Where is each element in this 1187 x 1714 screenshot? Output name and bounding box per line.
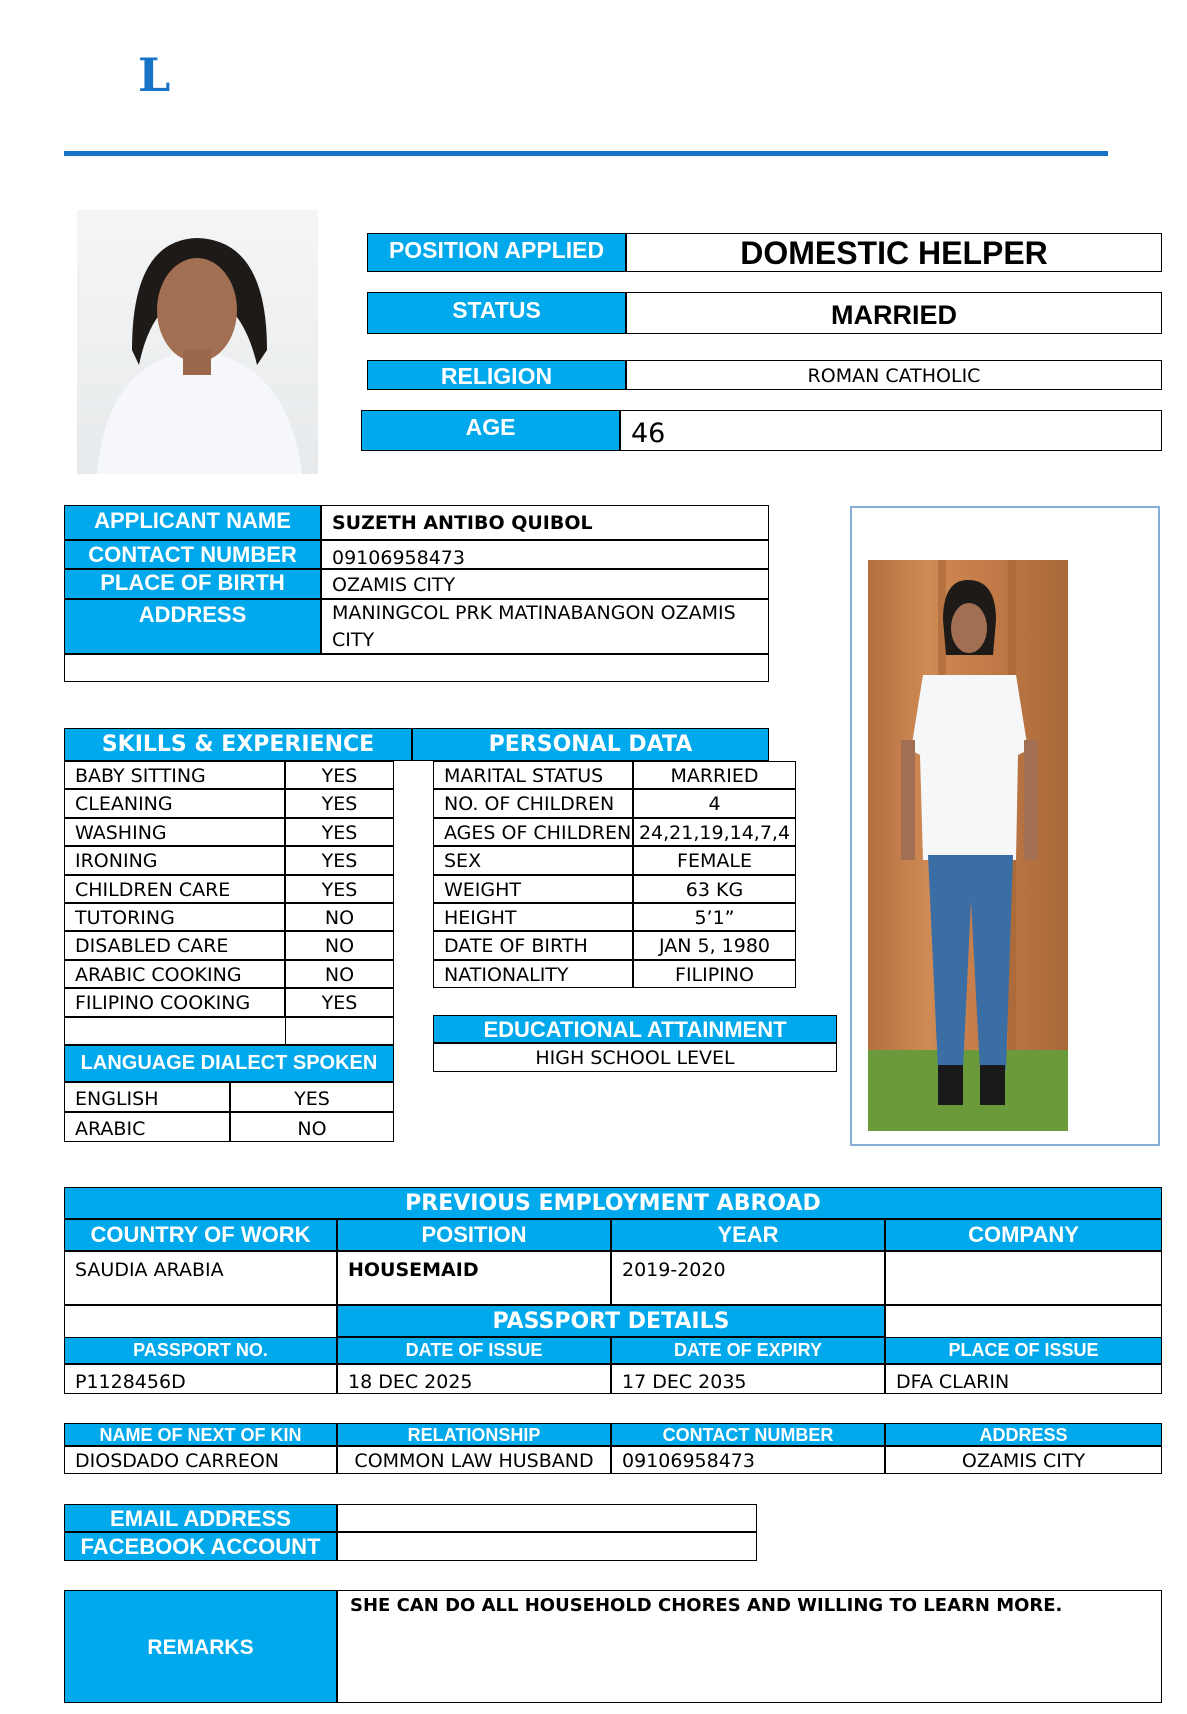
employment-col-header: COMPANY (885, 1219, 1162, 1251)
passport-blank-left (64, 1305, 337, 1337)
employment-cell: HOUSEMAID (337, 1251, 611, 1305)
skill-value: YES (285, 846, 394, 874)
kin-cell: COMMON LAW HUSBAND (337, 1446, 611, 1474)
applicant-full-body-photo (850, 506, 1160, 1146)
skill-value: NO (285, 960, 394, 988)
applicant-headshot (77, 210, 318, 474)
religion-label: RELIGION (367, 360, 626, 390)
skill-value: NO (285, 903, 394, 931)
skill-value: NO (285, 931, 394, 959)
personal-label: AGES OF CHILDREN (433, 818, 633, 846)
passport-cell: 18 DEC 2025 (337, 1364, 611, 1394)
kin-cell: 09106958473 (611, 1446, 885, 1474)
passport-header: PASSPORT DETAILS (337, 1305, 885, 1337)
place-of-birth-label: PLACE OF BIRTH (64, 569, 321, 599)
skill-name: ARABIC COOKING (64, 960, 285, 988)
header-rule (64, 151, 1108, 156)
skill-value: YES (285, 988, 394, 1016)
employment-cell: SAUDIA ARABIA (64, 1251, 337, 1305)
skill-name: BABY SITTING (64, 761, 285, 789)
address-label: ADDRESS (64, 599, 321, 654)
personal-label: DATE OF BIRTH (433, 931, 633, 959)
applicant-blank-row (64, 654, 769, 682)
personal-value: JAN 5, 1980 (633, 931, 796, 959)
remarks-label: REMARKS (64, 1590, 337, 1703)
skill-name: FILIPINO COOKING (64, 988, 285, 1016)
personal-value: 63 KG (633, 875, 796, 903)
status-label: STATUS (367, 292, 626, 334)
passport-col-header: PLACE OF ISSUE (885, 1337, 1162, 1364)
personal-value: 5’1” (633, 903, 796, 931)
personal-value: 24,21,19,14,7,4 (633, 818, 796, 846)
facebook-label: FACEBOOK ACCOUNT (64, 1532, 337, 1561)
contact-number-value: 09106958473 (321, 540, 769, 569)
skills-blank-cell (285, 1017, 394, 1045)
passport-cell: P1128456D (64, 1364, 337, 1394)
personal-label: HEIGHT (433, 903, 633, 931)
personal-label: MARITAL STATUS (433, 761, 633, 789)
skill-name: IRONING (64, 846, 285, 874)
age-value: 46 (620, 410, 1162, 451)
address-value (321, 599, 769, 654)
place-of-birth-value: OZAMIS CITY (321, 569, 769, 599)
passport-cell: 17 DEC 2035 (611, 1364, 885, 1394)
employment-col-header: YEAR (611, 1219, 885, 1251)
employment-col-header: COUNTRY OF WORK (64, 1219, 337, 1251)
language-value: NO (230, 1112, 394, 1142)
company-logo: L (138, 48, 171, 102)
skill-name: CLEANING (64, 789, 285, 817)
employment-col-header: POSITION (337, 1219, 611, 1251)
skill-name: CHILDREN CARE (64, 875, 285, 903)
age-label: AGE (361, 410, 620, 451)
email-label: EMAIL ADDRESS (64, 1504, 337, 1532)
kin-cell: OZAMIS CITY (885, 1446, 1162, 1474)
status-value: MARRIED (626, 292, 1162, 334)
kin-col-header: NAME OF NEXT OF KIN (64, 1423, 337, 1446)
language-value: YES (230, 1082, 394, 1112)
passport-col-header: DATE OF EXPIRY (611, 1337, 885, 1364)
employment-cell: 2019-2020 (611, 1251, 885, 1305)
personal-label: WEIGHT (433, 875, 633, 903)
remarks-value: SHE CAN DO ALL HOUSEHOLD CHORES AND WILLING TO LEARN MORE. (337, 1590, 1162, 1703)
personal-value: FILIPINO (633, 960, 796, 988)
kin-col-header: RELATIONSHIP (337, 1423, 611, 1446)
address-line-2: CITY (332, 629, 375, 651)
skill-value: YES (285, 875, 394, 903)
email-value (337, 1504, 757, 1532)
language-name: ARABIC (64, 1112, 230, 1142)
kin-cell: DIOSDADO CARREON (64, 1446, 337, 1474)
skill-value: YES (285, 818, 394, 846)
passport-col-header: DATE OF ISSUE (337, 1337, 611, 1364)
kin-col-header: CONTACT NUMBER (611, 1423, 885, 1446)
personal-label: NATIONALITY (433, 960, 633, 988)
personal-value: MARRIED (633, 761, 796, 789)
position-applied-value: DOMESTIC HELPER (626, 233, 1162, 272)
address-line-1: MANINGCOL PRK MATINABANGON OZAMIS (332, 602, 736, 624)
position-applied-label: POSITION APPLIED (367, 233, 626, 272)
passport-cell: DFA CLARIN (885, 1364, 1162, 1394)
employment-cell (885, 1251, 1162, 1305)
facebook-value (337, 1532, 757, 1561)
education-header: EDUCATIONAL ATTAINMENT (433, 1015, 837, 1043)
skill-value: YES (285, 761, 394, 789)
applicant-name-value: SUZETH ANTIBO QUIBOL (321, 505, 769, 540)
personal-data-header: PERSONAL DATA (412, 728, 769, 761)
religion-value: ROMAN CATHOLIC (626, 360, 1162, 390)
skill-name: DISABLED CARE (64, 931, 285, 959)
personal-value: FEMALE (633, 846, 796, 874)
employment-header: PREVIOUS EMPLOYMENT ABROAD (64, 1187, 1162, 1219)
skill-name: WASHING (64, 818, 285, 846)
passport-blank-right (885, 1305, 1162, 1337)
skills-header: SKILLS & EXPERIENCE (64, 728, 412, 761)
personal-label: SEX (433, 846, 633, 874)
skill-value: YES (285, 789, 394, 817)
personal-label: NO. OF CHILDREN (433, 789, 633, 817)
skill-name: TUTORING (64, 903, 285, 931)
passport-col-header: PASSPORT NO. (64, 1337, 337, 1364)
applicant-name-label: APPLICANT NAME (64, 505, 321, 540)
language-header: LANGUAGE DIALECT SPOKEN (64, 1045, 394, 1082)
language-name: ENGLISH (64, 1082, 230, 1112)
personal-value: 4 (633, 789, 796, 817)
education-value: HIGH SCHOOL LEVEL (433, 1043, 837, 1072)
contact-number-label: CONTACT NUMBER (64, 540, 321, 569)
kin-col-header: ADDRESS (885, 1423, 1162, 1446)
